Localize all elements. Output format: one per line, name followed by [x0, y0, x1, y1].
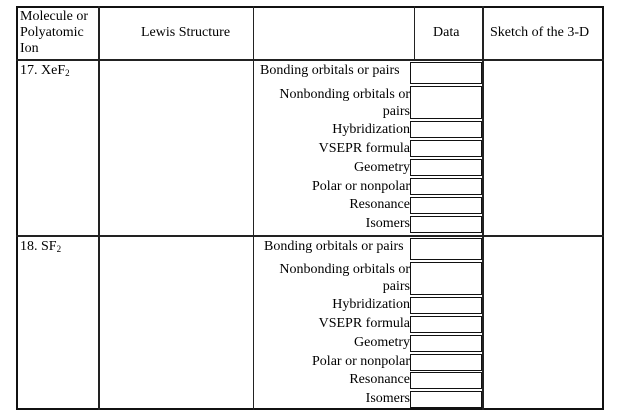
row-18-label: 18. $SF_2$	[20, 239, 62, 254]
row-18-vsepr-label: VSEPR formula	[318, 316, 410, 331]
row-18-polar-data[interactable]	[410, 354, 482, 371]
col-divider-properties	[414, 6, 415, 60]
row-18-nonbonding-label-1: Nonbonding orbitals or	[279, 262, 410, 277]
header-data: Data	[433, 25, 460, 40]
row-18-geometry-data[interactable]	[410, 335, 482, 352]
row-17-isomers-data[interactable]	[410, 216, 482, 233]
row-18-isomers-data[interactable]	[410, 391, 482, 408]
row-18-resonance-data[interactable]	[410, 372, 482, 389]
header-lewis-structure: Lewis Structure	[141, 25, 231, 40]
row-17-polar-label: Polar or nonpolar	[312, 179, 410, 194]
row-17-nonbonding-label-2: pairs	[382, 104, 410, 119]
row-18-hybridization-data[interactable]	[410, 297, 482, 314]
row-17-geometry-label: Geometry	[354, 160, 410, 175]
row-18-nonbonding-data[interactable]	[410, 262, 482, 295]
row-17-resonance-data[interactable]	[410, 197, 482, 214]
row-17-hybridization-label: Hybridization	[332, 122, 410, 137]
header-molecule: Molecule or Polyatomic Ion	[20, 9, 89, 56]
row-18-hybridization-label: Hybridization	[332, 297, 410, 312]
row-17-bonding-label: Bonding orbitals or pairs	[260, 63, 400, 78]
row-18-isomers-label: Isomers	[365, 391, 410, 406]
row-17-polar-data[interactable]	[410, 178, 482, 195]
row-18-polar-label: Polar or nonpolar	[312, 354, 410, 369]
col-divider-data	[482, 6, 484, 410]
row-18-bonding-data[interactable]	[410, 238, 482, 260]
row-18-geometry-label: Geometry	[354, 335, 410, 350]
row-divider	[16, 235, 604, 237]
row-17-nonbonding-data[interactable]	[410, 86, 482, 119]
row-17-nonbonding-label-1: Nonbonding orbitals or	[279, 87, 410, 102]
row-17-vsepr-data[interactable]	[410, 140, 482, 157]
row-18-nonbonding-label-2: pairs	[382, 279, 410, 294]
header-bottom-line	[16, 59, 604, 61]
row-17-vsepr-label: VSEPR formula	[318, 141, 410, 156]
row-17-geometry-data[interactable]	[410, 159, 482, 176]
col-divider-lewis	[253, 6, 254, 410]
row-17-hybridization-data[interactable]	[410, 121, 482, 138]
row-17-bonding-data[interactable]	[410, 62, 482, 84]
row-18-vsepr-data[interactable]	[410, 316, 482, 333]
row-18-bonding-label: Bonding orbitals or pairs	[264, 239, 404, 254]
row-17-label: 17. XeF$_2$	[20, 63, 70, 78]
header-sketch: Sketch of the 3-D	[490, 25, 590, 40]
row-18-resonance-label: Resonance	[349, 372, 410, 387]
row-17-resonance-label: Resonance	[349, 197, 410, 212]
row-17-isomers-label: Isomers	[365, 216, 410, 231]
col-divider-molecule	[98, 6, 100, 410]
